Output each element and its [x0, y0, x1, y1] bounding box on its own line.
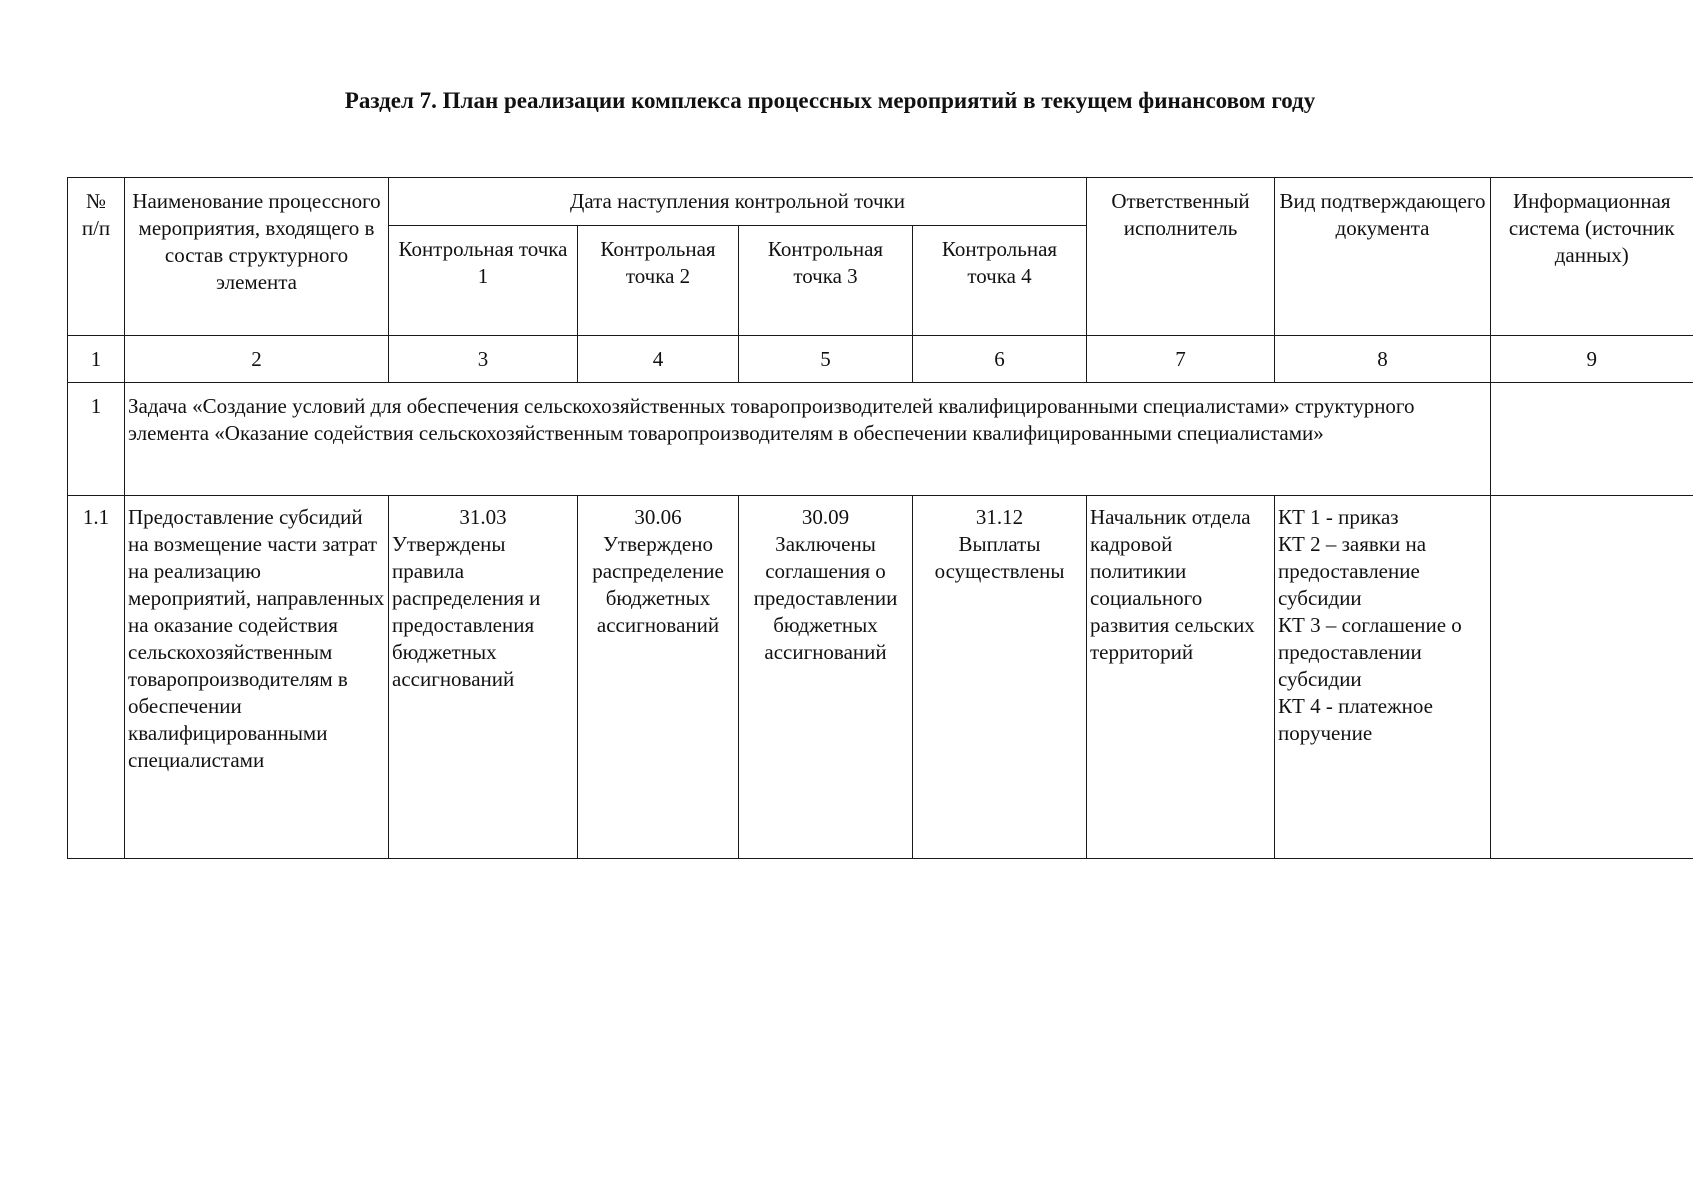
column-number: 4: [578, 336, 739, 383]
header-num: № п/п: [68, 178, 125, 336]
column-number: 7: [1087, 336, 1275, 383]
row-num: 1.1: [68, 496, 125, 859]
header-name: Наименование процессного мероприятия, входящего в состав структурного элемента: [125, 178, 389, 336]
column-number: 5: [739, 336, 913, 383]
responsible-cell: Начальник отдела кадровой политикии социального развития сельских территорий: [1087, 496, 1275, 859]
kt2-cell: [578, 496, 739, 859]
task-row: [68, 383, 1693, 496]
column-number: 8: [1275, 336, 1491, 383]
info-system-cell: [1491, 496, 1693, 859]
kt4-text: Выплаты осуществлены: [934, 532, 1065, 583]
header-kt1: Контрольная точка 1: [389, 226, 578, 336]
header-kt3: Контрольная точка 3: [739, 226, 913, 336]
task-text: Задача «Создание условий для обеспечения сельскохозяйственных товаропроизводителей квалифицированными специалистами» структурного элемента «Оказание содействия сельскохозяйственным товаропроизводителям в обеспечении квалифицированными специалистами»: [125, 383, 1491, 496]
plan-table: [67, 177, 1693, 859]
kt1-text: Утверждены правила распределения и предоставления бюджетных ассигнований: [392, 532, 541, 691]
column-number-row: [68, 336, 1693, 383]
header-doc-type: Вид подтверждающего документа: [1275, 178, 1491, 336]
header-responsible: Ответственный исполнитель: [1087, 178, 1275, 336]
kt2-text: Утверждено распределение бюджетных ассигнований: [592, 532, 724, 637]
header-kt2: Контрольная точка 2: [578, 226, 739, 336]
page-title: Раздел 7. План реализации комплекса процессных мероприятий в текущем финансовом году: [344, 88, 1316, 113]
kt3-text: Заключены соглашения о предоставлении бюджетных ассигнований: [753, 532, 898, 664]
column-number: 1: [68, 336, 125, 383]
header-kt4: Контрольная точка 4: [913, 226, 1087, 336]
kt1-cell: [389, 496, 578, 859]
header-row-1: [68, 178, 1693, 226]
column-number: 2: [125, 336, 389, 383]
column-number: 3: [389, 336, 578, 383]
table-row: [68, 496, 1693, 859]
kt2-date: 30.06: [634, 505, 682, 529]
column-number: 9: [1491, 336, 1693, 383]
column-number: 6: [913, 336, 1087, 383]
kt3-date: 30.09: [801, 505, 850, 529]
task-empty-cell: [1491, 383, 1693, 496]
kt1-date: 31.03: [459, 505, 507, 529]
kt4-date: 31.12: [975, 505, 1024, 529]
kt4-cell: [913, 496, 1087, 859]
task-num: 1: [68, 383, 125, 496]
activity-name: Предоставление субсидий на возмещение части затрат на реализацию мероприятий, направленных на оказание содействия сельскохозяйственным товаропроизводителям в обеспечении квалифицированными специалистами: [125, 496, 389, 859]
header-info-system: Информационная система (источник данных): [1491, 178, 1693, 336]
header-date-group: Дата наступления контрольной точки: [389, 178, 1087, 226]
kt3-cell: [739, 496, 913, 859]
doc-type-cell: КТ 1 - приказ КТ 2 – заявки на предоставление субсидии КТ 3 – соглашение о предоставлении субсидии КТ 4 - платежное поручение: [1275, 496, 1491, 859]
